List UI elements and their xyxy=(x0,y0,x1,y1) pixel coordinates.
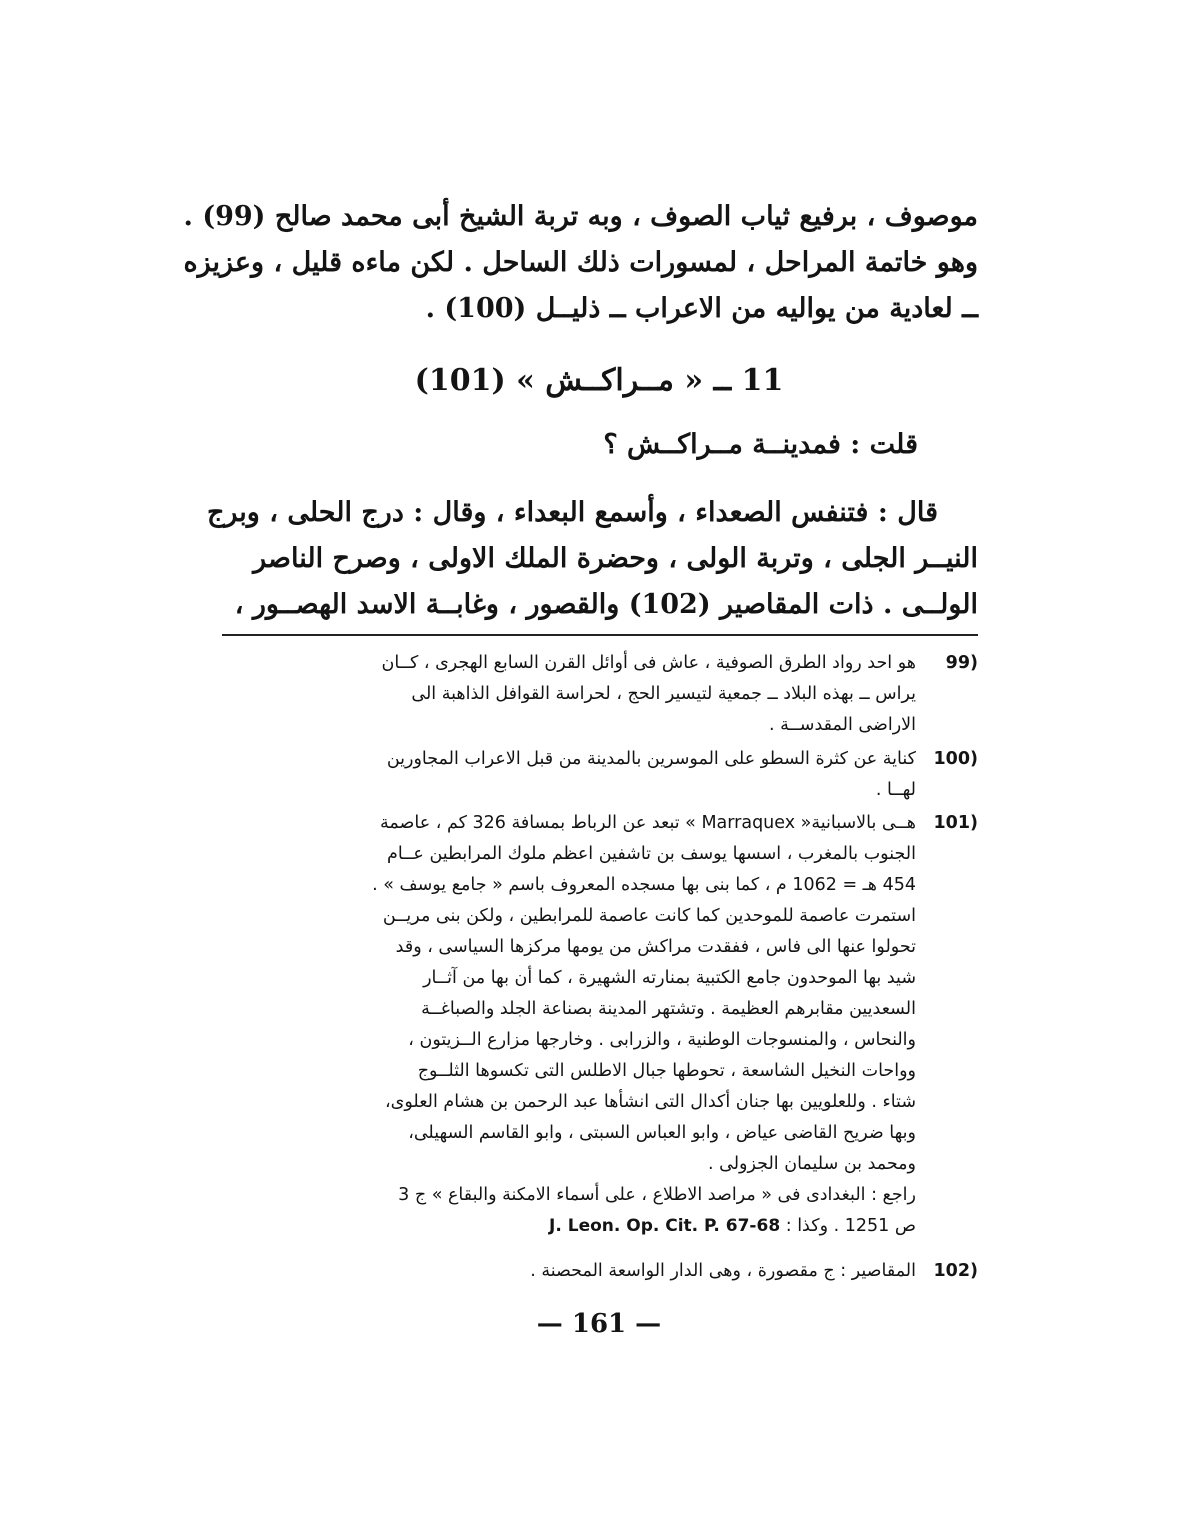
footnote-line: راجع : البغدادى فى « مراصد الاطلاع ، على أسماء الامكنة والبقاع » ج 3 xyxy=(398,1185,916,1205)
footnote-number: 101) xyxy=(933,813,978,833)
answer-line: قال : فتنفس الصعداء ، وأسمع البعداء ، وقال : درج الحلى ، وبرج xyxy=(206,497,938,528)
footnote-line: استمرت عاصمة للموحدين كما كانت عاصمة للمرابطين ، ولكن بنى مريــن xyxy=(382,906,916,926)
footnote-line: لهــا . xyxy=(875,780,916,800)
footnote-line: ومحمد بن سليمان الجزولى . xyxy=(708,1154,916,1174)
intro-paragraph xyxy=(183,194,978,332)
footnote-line: يراس ــ بهذه البلاد ــ جمعية لتيسير الحج ، لحراسة القوافل الذاهبة الى xyxy=(411,684,916,704)
footnote-99 xyxy=(218,648,978,741)
footnote-line: الجنوب بالمغرب ، اسسها يوسف بن تاشفين اعظم ملوك المرابطين عــام xyxy=(387,844,916,864)
footnote-line: والنحاس ، والمنسوجات الوطنية ، والزرابى . وخارجها مزارع الــزيتون ، xyxy=(408,1030,916,1050)
footnote-number: 99) xyxy=(945,653,978,673)
footnote-102 xyxy=(218,1256,978,1287)
page-number: — 161 — xyxy=(536,1309,662,1339)
footnote-line: شتاء . وللعلويين بها جنان أكدال التى انشأها عبد الرحمن بن هشام العلوى، xyxy=(385,1092,916,1112)
footnote-100 xyxy=(218,744,978,806)
answer-line: النيــر الجلى ، وتربة الولى ، وحضرة الملك الاولى ، وصرح الناصر xyxy=(253,543,978,574)
footnote-number: 102) xyxy=(933,1261,978,1281)
footnote-line: وواحات النخيل الشاسعة ، تحوطها جبال الاطلس التى تكسوها الثلــوج xyxy=(417,1061,916,1081)
footnote-line: تحولوا عنها الى فاس ، ففقدت مراكش من يومها مركزها السياسى ، وقد xyxy=(395,937,916,957)
footnote-101 xyxy=(218,808,978,1242)
footnote-number: 100) xyxy=(933,749,978,769)
section-heading: 11 ــ « مــراكــش » (101) xyxy=(414,363,784,398)
answer-line: الولــى . ذات المقاصير (102) والقصور ، وغابــة الاسد الهصــور ، xyxy=(234,589,978,620)
footnote-line: المقاصير : ج مقصورة ، وهى الدار الواسعة المحصنة . xyxy=(530,1261,916,1281)
footnote-line: هو احد رواد الطرق الصوفية ، عاش فى أوائل القرن السابع الهجرى ، كــان xyxy=(381,653,916,673)
footnote-line: السعديين مقابرهم العظيمة . وتشتهر المدينة بصناعة الجلد والصباغــة xyxy=(421,999,916,1019)
footnote-line-text: ص 1251 . وكذا : xyxy=(785,1216,916,1236)
footnote-line: كناية عن كثرة السطو على الموسرين بالمدينة من قبل الاعراب المجاورين xyxy=(386,749,916,769)
footnote-line: شيد بها الموحدون جامع الكتبية بمنارته الشهيرة ، كما أن بها من آثــار xyxy=(423,968,916,988)
question-line: قلت : فمدينــة مــراكــش ؟ xyxy=(603,429,918,460)
latin-reference: J. Leon. Op. Cit. P. 67-68 xyxy=(549,1216,781,1236)
footnote-line: الاراضى المقدســة . xyxy=(769,715,916,735)
intro-line: موصوف ، برفيع ثياب الصوف ، وبه تربة الشيخ أبى محمد صالح (99) . xyxy=(183,201,978,232)
footnote-line: وبها ضريح القاضى عياض ، وابو العباس السبتى ، وابو القاسم السهيلى، xyxy=(408,1123,916,1143)
footnote-divider xyxy=(222,634,978,636)
footnote-line: هــى بالاسبانية« Marraquex » تبعد عن الرباط بمسافة 326 كم ، عاصمة xyxy=(380,813,916,833)
footnote-line xyxy=(218,1211,916,1242)
answer-paragraph xyxy=(206,490,978,628)
intro-line: وهو خاتمة المراحل ، لمسورات ذلك الساحل . لكن ماءه قليل ، وعزيزه xyxy=(183,247,978,278)
footnote-line: 454 هـ = 1062 م ، كما بنى بها مسجده المعروف باسم « جامع يوسف » . xyxy=(372,875,916,895)
intro-line: ــ لعادية من يواليه من الاعراب ــ ذليــل (100) . xyxy=(425,293,978,324)
